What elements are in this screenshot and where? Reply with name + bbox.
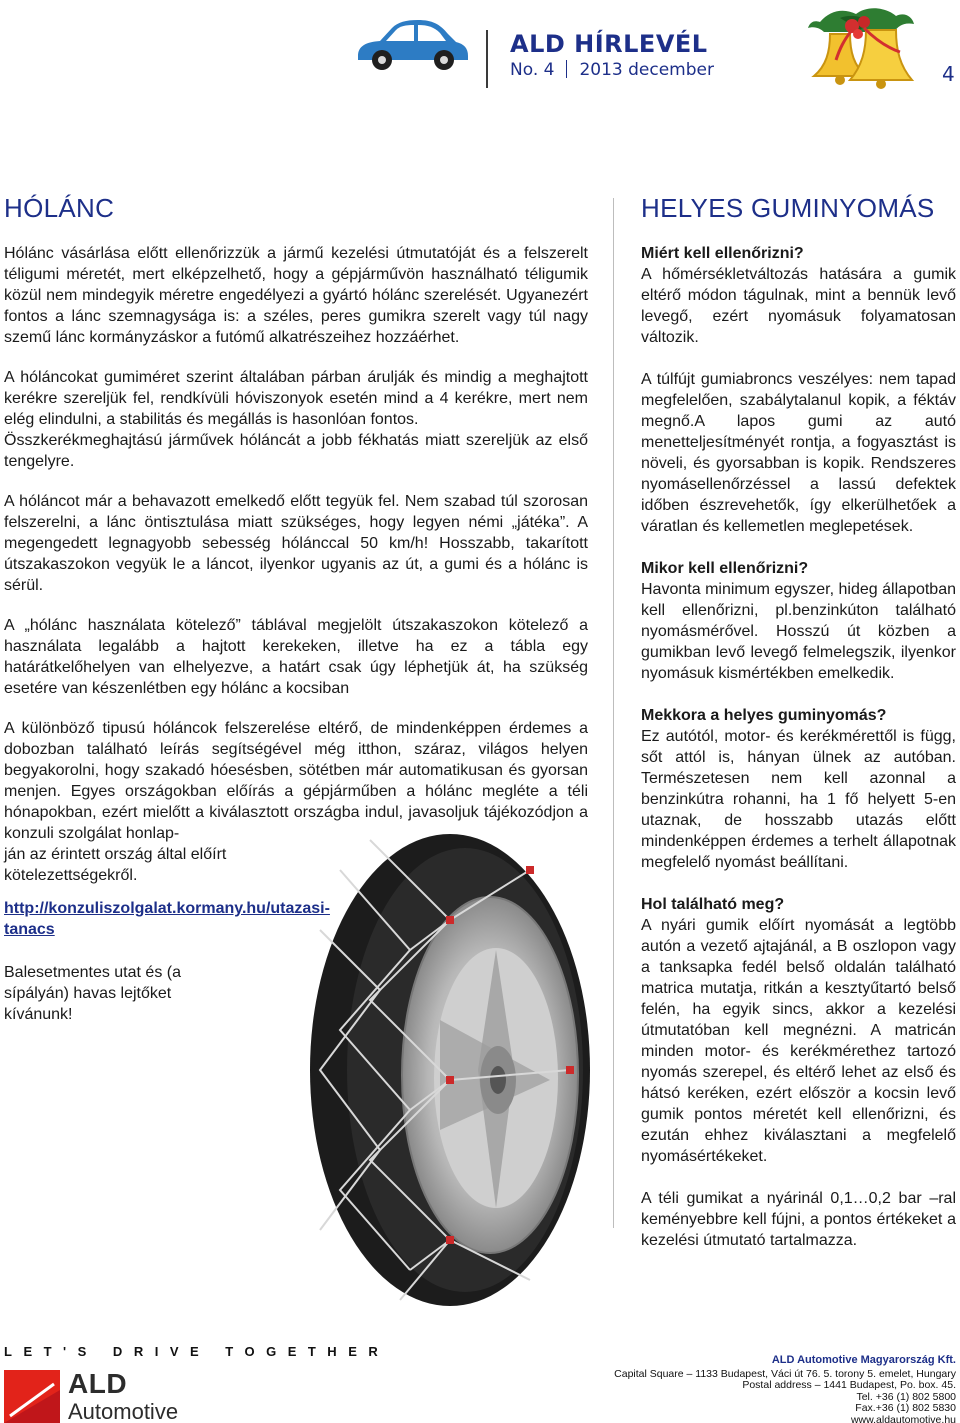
paragraph: Összkerékmeghajtású járművek hóláncát a jobb fékhatás miatt szereljük az első tengelyre. bbox=[4, 432, 588, 470]
issue-line bbox=[510, 60, 714, 80]
company-info bbox=[614, 1355, 956, 1423]
paragraph: A hóláncokat gumiméret szerint általában párban árulják és mindig a meghajtott kerékre szereljük fel, rendkívüli hóviszonyok esetén mind a 4 kerékre, mert nem elég elindulni, a stabilitás és megállás is hasonlóan fontos. bbox=[4, 369, 588, 428]
question-heading: Mekkora a helyes guminyomás? bbox=[641, 707, 887, 724]
paragraph: Ez autótól, motor- és kerékmérettől is függ, sőt attól is, hányan ülnek az autóban. Természetesen nem kell azonnal a benzinkútra rohanni, ha 1 fő helyett 5-en utaznak, de hosszabb utazás előtt mindenképpen érdemes a terhelt állapotnak megfelelő nyomást beállítani. bbox=[641, 728, 956, 871]
question-heading: Miért kell ellenőrizni? bbox=[641, 245, 804, 262]
company-fax: Fax.+36 (1) 802 5830 bbox=[855, 1402, 956, 1414]
issue-date: 2013 december bbox=[579, 60, 714, 80]
question-heading: Hol található meg? bbox=[641, 896, 785, 913]
section-title-holanc: HÓLÁNC bbox=[4, 193, 115, 223]
paragraph: A „hólánc használata kötelező” táblával megjelölt útszakaszokon kötelező a használata legalább a hajtott kerekeken, illetve ha ez a tábla egy határátkelőhelyen van elhelyezve, a határt csak úgy léphetjük át, ha szükség esetére van készenlétben egy hólánc a kocsiban bbox=[4, 617, 588, 697]
logo-text-ald: ALD bbox=[68, 1368, 128, 1399]
logo-text-automotive: Automotive bbox=[68, 1399, 179, 1423]
column-divider bbox=[613, 198, 614, 1228]
question-heading: Mikor kell ellenőrizni? bbox=[641, 560, 809, 577]
right-article bbox=[641, 243, 956, 1272]
paragraph: A különböző tipusú hóláncok felszerelése eltérő, de mindenképpen érdemes a dobozban található leírás segítségével még itthon, száraz, világos helyen begyakorolni, hogy szakadó hóesésben, sötétben már automatikusan és gyorsan menjen. Egyes országokban előírás a gépjárműben a hólánc megléte a téli hónapokban, ezért mielőtt a kiválasztott országba indul, javasoljuk tájékozódjon a konzuli szolgálat honlap- bbox=[4, 720, 588, 842]
header-divider bbox=[486, 30, 488, 88]
closing-wish: Balesetmentes utat és (a sípályán) havas lejtőket kívánunk! bbox=[4, 964, 181, 1023]
car-icon bbox=[352, 16, 472, 72]
snow-chain-tire-image bbox=[300, 830, 590, 1310]
paragraph: Hólánc vásárlása előtt ellenőrizzük a jármű kezelési útmutatóját és a felszerelt téligumi méretét, mert elképzelhető, hogy a gépjárművön használható téligumik közül nem mindegyik méretre engedélyezi a gyártó hólánc szerelését. Ugyanezért fontos a lánc szemnagysága is: a széles, peres gumikra szerelt vagy túl nagy szemű lánc kormányzáskor a futómű alkatrészeihez hozzáérhet. bbox=[4, 245, 588, 346]
company-postal: Postal address – 1441 Budapest, Po. box. 45. bbox=[742, 1379, 956, 1391]
paragraph: ján az érintett ország által előírt kötelezettségekről. bbox=[4, 846, 227, 884]
paragraph: A nyári gumik előírt nyomását a legtöbb autón a vezető ajtajánál, a B oszlopon vagy a tanksapka fedél belső oldalán található matrica mutatja, ritkán a kesztyűtartó belső felén, ha egyik sincs, akkor a kezelési útmutatóban kell megnézni. A matricán minden motor- és kerékmérethez tartozó nyomás szerepel, és eltérő lehet az első és hátsó keréken, ezért először a kocsin levő gumik pontos méretét kell ellenőrizni, és ezután ehhez kiválasztani a megfelelő nyomásértékeket. bbox=[641, 917, 956, 1165]
issue-number: No. 4 bbox=[510, 60, 555, 80]
page-number: 4 bbox=[942, 62, 955, 86]
section-title-guminyomas: HELYES GUMINYOMÁS bbox=[641, 193, 935, 223]
newsletter-title: ALD HÍRLEVÉL bbox=[510, 30, 708, 58]
ald-logo-icon bbox=[4, 1370, 60, 1423]
company-tel: Tel. +36 (1) 802 5800 bbox=[856, 1390, 956, 1403]
paragraph: Havonta minimum egyszer, hideg állapotban kell ellenőrizni, pl.benzinkúton található nyomásmérővel. Hosszú út közben a gumikban levő levegő felmelegszik, ilyenkor nyomásuk kismértékben emelkedik. bbox=[641, 581, 956, 682]
christmas-bells-icon bbox=[800, 0, 918, 108]
slogan: LET'S DRIVE TOGETHER bbox=[4, 1344, 390, 1359]
paragraph: A hőmérsékletváltozás hatására a gumik eltérő módon tágulnak, mint a bennük levő levegő, ezért nyomásuk folyamatosan változik. bbox=[641, 266, 956, 346]
company-address: Capital Square – 1133 Budapest, Váci út 76. 5. torony 5. emelet, Hungary bbox=[614, 1367, 956, 1380]
consular-service-link[interactable]: http://konzuliszolgalat.kormany.hu/utazasi-tanacs bbox=[4, 900, 330, 938]
company-web[interactable]: www.aldautomotive.hu bbox=[850, 1413, 956, 1423]
paragraph: A téli gumikat a nyárinál 0,1…0,2 bar –ral keményebbre kell fújni, a pontos értékeket a kezelési útmutató tartalmazza. bbox=[641, 1190, 956, 1249]
paragraph: A hóláncot már a behavazott emelkedő előtt tegyük fel. Nem szabad túl szorosan felszerelni, a lánc öntisztulása miatt szükséges, hogy legyen némi „játéka”. A megengedett legnagyobb sebesség hólánccal 50 km/h! Hosszabb, takarított útszakaszokon vegyük le a láncot, ilyenkor ugyanis az út, a gumi és a hólánc is sérül. bbox=[4, 493, 588, 594]
company-name: ALD Automotive Magyarország Kft. bbox=[771, 1354, 956, 1366]
paragraph: A túlfújt gumiabroncs veszélyes: nem tapad megfelelően, szabálytalanul kopik, a féktáv megnő.A lapos gumi az autó menetteljesítményét rontja, a fogyasztást is növeli, és gyorsabban is kopik. Rendszeres nyomásellenőrzéssel a lassú defektek időben észrevehetők, így elkerülhetőek a váratlan és kellemetlen meglepetések. bbox=[641, 371, 956, 535]
